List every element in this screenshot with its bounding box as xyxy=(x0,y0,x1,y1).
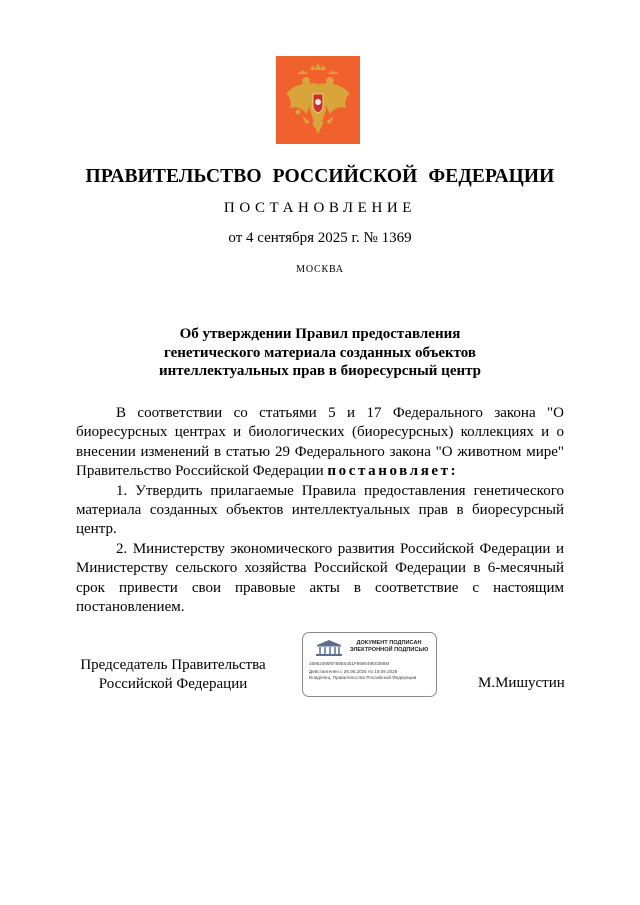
document-type: ПОСТАНОВЛЕНИЕ xyxy=(223,200,417,216)
document-city: МОСКВА xyxy=(296,264,344,275)
stamp-title xyxy=(345,640,433,654)
document-subject xyxy=(80,325,560,381)
russian-coat-of-arms-icon xyxy=(276,56,360,144)
issuing-authority-title: ПРАВИТЕЛЬСТВО РОССИЙСКОЙ ФЕДЕРАЦИИ xyxy=(85,166,555,187)
item-1-paragraph: 1. Утвердить прилагаемые Правила предоставления генетического материала созданных объектов интеллектуальных прав в биоресурсный центр. xyxy=(76,482,564,538)
preamble-paragraph xyxy=(76,404,564,482)
e-signature-stamp xyxy=(302,632,437,697)
signatory-position xyxy=(78,656,268,694)
signatory-position-line: Российской Федерации xyxy=(98,676,248,692)
preamble-text: В соответствии со статьями 5 и 17 Федерального закона "О биоресурсных центрах и биологических (биоресурсных) коллекциях и о внесении изменений в статью 29 Федерального закона "О животном мире" Правительство Российской Федерации xyxy=(76,405,564,480)
signatory-name: М.Мишустин xyxy=(478,675,565,691)
government-building-icon xyxy=(313,639,345,657)
certificate-number: 16862486l97695S451F868049E0388M xyxy=(309,661,390,666)
subject-line: генетического материала созданных объектов xyxy=(163,344,477,361)
subject-line: Об утверждении Правил предоставления xyxy=(179,326,461,342)
document-date-number: от 4 сентября 2025 г. № 1369 xyxy=(228,230,412,246)
item-2-paragraph: 2. Министерству экономического развития Российской Федерации и Министерству сельского хозяйства Российской Федерации в 6-месячный срок привести свои правовые акты в соответствие с настоящим постановлением. xyxy=(76,540,564,616)
stamp-title-line: ЭЛЕКТРОННОЙ ПОДПИСЬЮ xyxy=(349,647,429,654)
certificate-validity: Действителен с 26.06.2025 по 19.09.2026 xyxy=(309,669,398,674)
subject-line: интеллектуальных прав в биоресурсный центр xyxy=(158,363,482,379)
certificate-owner: Владелец: Правительство Российской Федерации xyxy=(309,674,417,680)
signatory-position-line: Председатель Правительства xyxy=(80,657,266,673)
resolution-keyword: постановляет: xyxy=(327,463,459,480)
stamp-title-line: ДОКУМЕНТ ПОДПИСАН xyxy=(356,640,422,646)
document-body xyxy=(76,404,564,617)
